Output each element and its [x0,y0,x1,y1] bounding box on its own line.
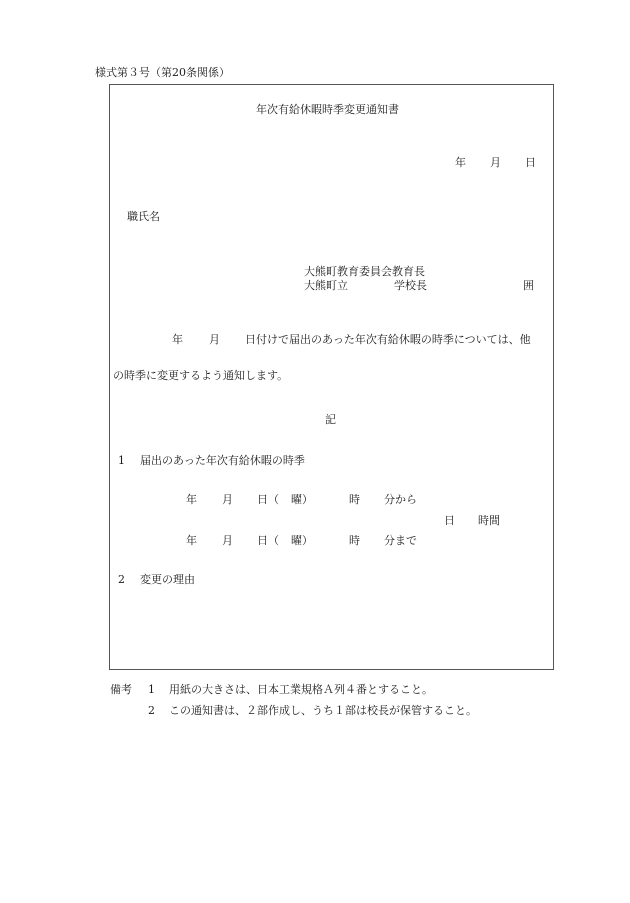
from-hour-label: 時 [349,493,360,506]
form-title: 年次有給休暇時季変更通知書 [256,103,399,116]
form-number: 様式第３号（第20条関係） [95,66,230,79]
from-month-label: 月 [222,493,233,506]
to-weekday-label: 曜） [291,534,313,547]
seal-mark: 囲 [523,279,534,292]
section2-title: 変更の理由 [140,573,195,586]
note-1-number: 1 [148,683,155,696]
to-month-label: 月 [222,534,233,547]
note-1-text: 用紙の大きさは、日本工業規格Ａ列４番とすること。 [169,683,433,696]
duration-days-label: 日 [444,514,455,527]
to-hour-label: 時 [349,534,360,547]
issuer-line2-suffix: 学校長 [394,279,427,292]
date-year-label: 年 [455,156,466,169]
to-day-label: 日（ [257,534,279,547]
duration-hours-label: 時間 [478,514,500,527]
notes-label: 備考 [110,683,132,696]
issuer-line2-prefix: 大熊町立 [304,279,348,292]
body-year-label: 年 [172,333,183,346]
from-weekday-label: 曜） [291,493,313,506]
date-day-label: 日 [525,156,536,169]
note-2-text: この通知書は、２部作成し、うち１部は校長が保管すること。 [169,704,477,717]
to-year-label: 年 [186,534,197,547]
body-line2-text: の時季に変更するよう通知します。 [113,369,289,382]
section2-number: 2 [118,573,125,586]
note-2-number: 2 [148,704,155,717]
body-month-label: 月 [209,333,220,346]
recipient-label: 職氏名 [127,210,160,223]
to-minute-label: 分まで [384,534,417,547]
issuer-line1: 大熊町教育委員会教育長 [304,265,425,278]
from-minute-label: 分から [384,493,417,506]
ki-heading: 記 [325,413,336,426]
date-month-label: 月 [490,156,501,169]
from-year-label: 年 [186,493,197,506]
section1-number: 1 [118,454,125,467]
section1-title: 届出のあった年次有給休暇の時季 [140,454,305,467]
body-line1-text: 日付けで届出のあった年次有給休暇の時季については、他 [245,333,531,346]
from-day-label: 日（ [257,493,279,506]
